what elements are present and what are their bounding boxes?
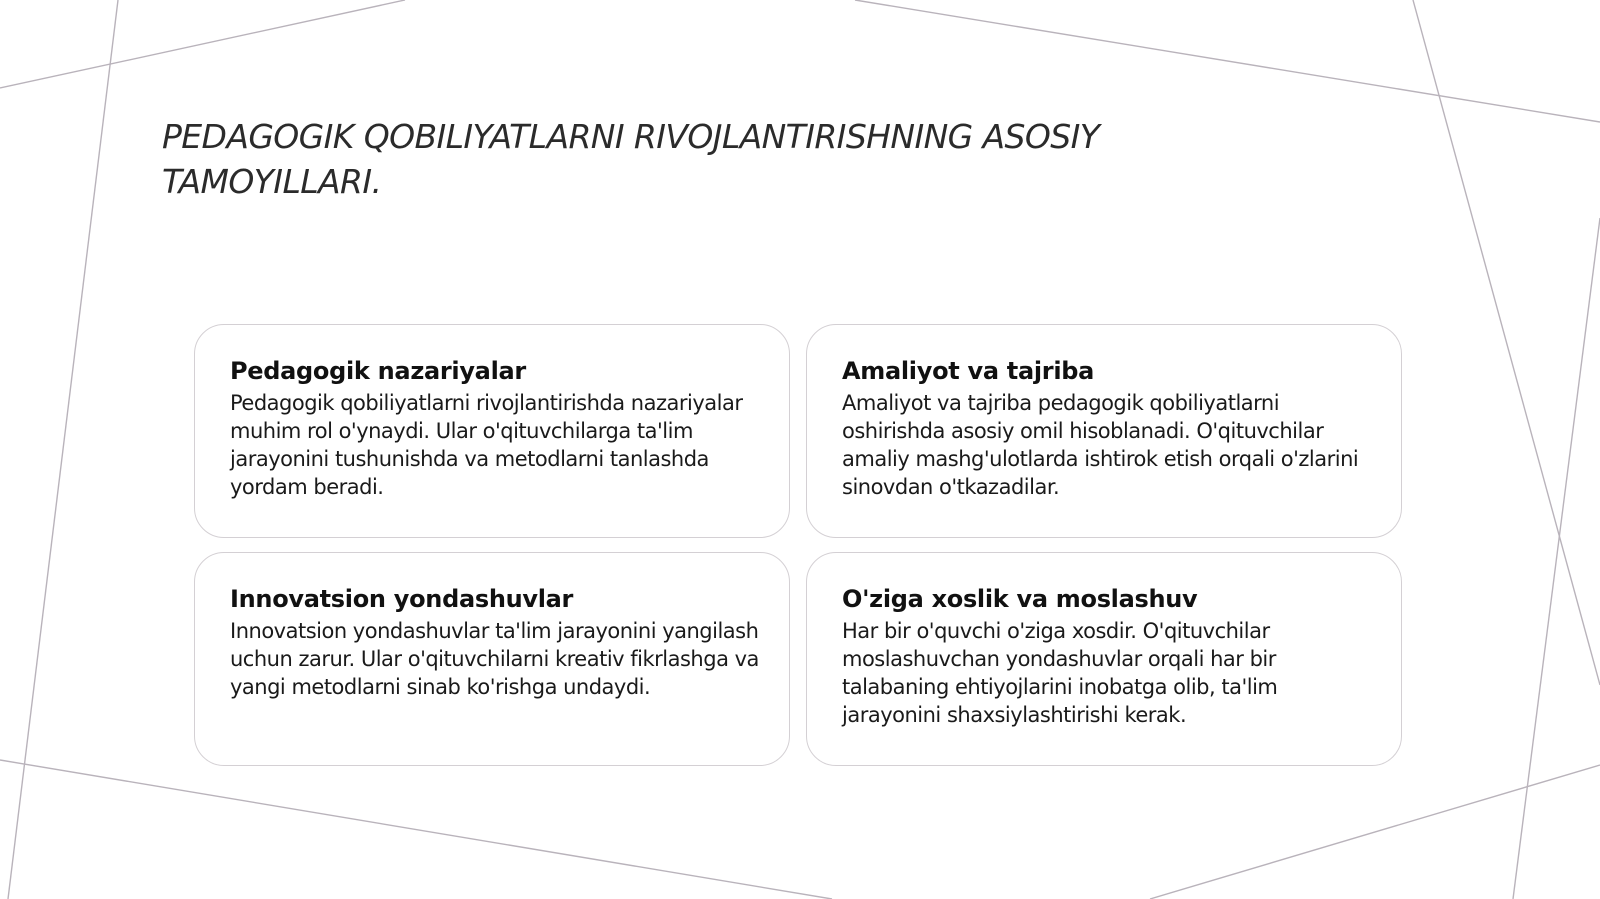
slide-title: PEDAGOGIK QOBILIYATLARNI RIVOJLANTIRISHNING ASOSIY TAMOYILLARI. bbox=[162, 117, 1100, 201]
card-body: Pedagogik qobiliyatlarni rivojlantirishda nazariyalar muhim rol o'ynaydi. Ular o'qituvchilarga ta'lim jarayonini tushunishda va metodlarni tanlashda yordam beradi. bbox=[230, 391, 743, 499]
decor-line bbox=[1513, 218, 1600, 899]
card-innovatsion-yondashuvlar bbox=[194, 552, 790, 766]
card-heading: Pedagogik nazariyalar bbox=[230, 357, 526, 385]
decor-line bbox=[0, 760, 832, 899]
decor-line bbox=[1150, 765, 1600, 899]
card-oziga-xoslik-va-moslashuv bbox=[806, 552, 1402, 766]
card-body: Innovatsion yondashuvlar ta'lim jarayonini yangilash uchun zarur. Ular o'qituvchilarni kreativ fikrlashga va yangi metodlarni sinab ko'rishga undaydi. bbox=[230, 619, 759, 699]
card-amaliyot-va-tajriba bbox=[806, 324, 1402, 538]
card-body: Har bir o'quvchi o'ziga xosdir. O'qituvchilar moslashuvchan yondashuvlar orqali har bir talabaning ehtiyojlarini inobatga olib, ta'lim jarayonini shaxsiylashtirishi kerak. bbox=[842, 619, 1278, 727]
decor-line bbox=[855, 0, 1600, 122]
decor-line bbox=[1413, 0, 1600, 685]
card-body: Amaliyot va tajriba pedagogik qobiliyatlarni oshirishda asosiy omil hisoblanadi. O'qituvchilar amaliy mashg'ulotlarda ishtirok etish orqali o'zlarini sinovdan o'tkazadilar. bbox=[842, 391, 1359, 499]
decor-line bbox=[8, 0, 118, 899]
card-heading: O'ziga xoslik va moslashuv bbox=[842, 585, 1198, 613]
card-pedagogik-nazariyalar bbox=[194, 324, 790, 538]
card-heading: Innovatsion yondashuvlar bbox=[230, 585, 574, 613]
card-heading: Amaliyot va tajriba bbox=[842, 357, 1095, 385]
decor-line bbox=[0, 0, 405, 88]
